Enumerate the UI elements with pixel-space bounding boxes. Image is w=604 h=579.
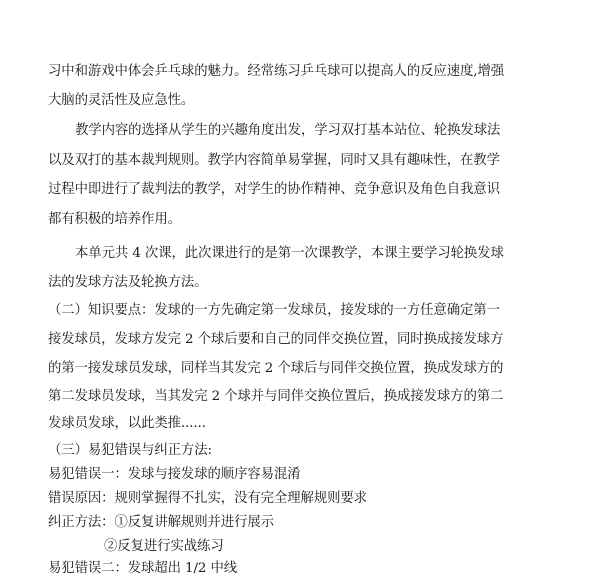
text-line: 接发球员，发球方发完 2 个球后要和自己的同伴交换位置，同时换成接发球方 [48,332,504,347]
text-line: （三）易犯错误与纠正方法: [48,443,212,458]
text-line: 法的发球方法及轮换方法。 [48,275,208,290]
text-line: 第二发球员发球，当其发完 2 个球并与同伴交换位置后，换成接发球方的第二 [48,389,504,404]
text-line: 教学内容的选择从学生的兴趣角度出发，学习双打基本站位、轮换发球法 [75,123,501,138]
text-line: （二）知识要点：发球的一方先确定第一发球员，接发球的一方任意确定第一 [48,303,500,318]
text-line: 过程中即进行了裁判法的教学，对学生的协作精神、竞争意识及角色自我意识 [48,182,500,197]
text-line: 都有积极的培养作用。 [48,212,181,227]
text-line: 易犯错误一：发球与接发球的顺序容易混淆 [48,467,301,482]
text-line: 本单元共 4 次课，此次课进行的是第一次课教学，本课主要学习轮换发球 [75,246,504,261]
text-line: 习中和游戏中体会乒乓球的魅力。经常练习乒乓球可以提高人的反应速度,增强 [48,64,505,79]
text-line: 错误原因：规则掌握得不扎实，没有完全理解规则要求 [48,491,367,506]
text-line: 的第一接发球员发球，同样当其发完 2 个球后与同伴交换位置，换成发球方的 [48,361,504,376]
text-line: 易犯错误二：发球超出 1/2 中线 [48,561,238,576]
text-line: 纠正方法：①反复讲解规则并进行展示 [48,515,274,530]
text-line: 发球员发球，以此类推...... [48,416,206,431]
text-line: ②反复进行实战练习 [104,539,224,554]
text-line: 大脑的灵活性及应急性。 [48,93,195,108]
text-line: 以及双打的基本裁判规则。教学内容简单易掌握，同时又具有趣味性，在教学 [48,153,500,168]
